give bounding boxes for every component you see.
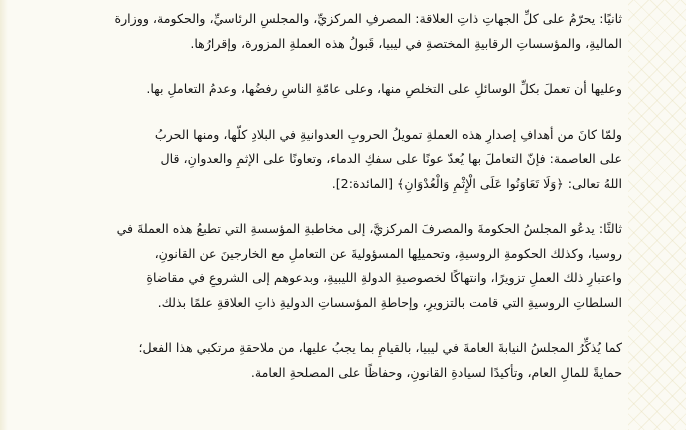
paragraph-war-financing: [104, 123, 622, 197]
paragraph-prosecution: [104, 336, 622, 385]
text-line: واعتبارِ ذلك العملِ تزويرًا، وانتهاكًا لخصوصيةِ الدولةِ الليبيةِ، وبدعوهم إلى الشروعِ في مقاضاةِ: [146, 270, 622, 285]
text-line: روسيا، وكذلك الحكومةِ الروسيةِ، وتحميلِها المسؤوليةَ عن التعاملِ مع الخارجينَ عن القانونِ،: [154, 245, 622, 261]
decorative-border-left: [0, 0, 8, 430]
text-line: على العاصمة: فإنّ التعاملَ بها يُعدّ عونًا على سفكِ الدماء، وتعاونًا على الإثمِ والعدوانِ، قال: [160, 151, 622, 166]
paragraph-obligation: [104, 77, 622, 102]
text-line: اللهُ تعالى: ﴿وَلَا تَعَاوَنُوا عَلَى الْإِثْمِ وَالْعُدْوَانِ﴾ [المائدة:2].: [331, 175, 622, 191]
document-body: [104, 7, 622, 406]
text-line: كما يُذكِّرُ المجلسُ النيابةَ العامةَ في ليبيا، بالقيامِ بما يجبُ عليها، من ملاحقةِ مرتكبي هذا الفعل؛: [138, 340, 622, 355]
text-line: السلطاتِ الروسيةِ التي قامت بالتزويرِ، وإحاطةِ المؤسساتِ الدوليةِ ذاتِ العلاقةِ علمًا بذلك.: [157, 294, 622, 310]
text-line: ثانيًا: يحرّمُ على كلِّ الجهاتِ ذاتِ العلاقة: المصرفِ المركزيِّ، والمجلسِ الرئاسيِّ، والحكومة، ووزارة: [114, 11, 622, 26]
text-line: الماليةِ، والمؤسساتِ الرقابيةِ المختصةِ في ليبيا، قَبولُ هذه العملةِ المزورة، وإقرارُها.: [190, 35, 622, 51]
text-line: ثالثًا: يدعُو المجلسُ الحكومةَ والمصرفَ المركزيَّ، إلى مخاطبةِ المؤسسةِ التي تطبعُ هذه العملةَ في: [116, 221, 622, 236]
text-line: وعليها أن تعملَ بكلِّ الوسائلِ على التخلصِ منها، وعلى عامّةِ الناسِ رفضُها، وعدمُ التعاملِ بها.: [146, 81, 622, 96]
paragraph-secondly: [104, 7, 622, 56]
paragraph-thirdly: [104, 217, 622, 315]
text-line: ولمّا كانَ من أهدافِ إصدارِ هذه العملةِ تمويلُ الحروبِ العدوانيةِ في البلادِ كلّها، ومنها الحربُ: [154, 126, 622, 142]
text-line: حمايةً للمالِ العام، وتأكيدًا لسيادةِ القانونِ، وحفاظًا على المصلحةِ العامة.: [250, 364, 622, 380]
decorative-border-right: [628, 0, 686, 430]
